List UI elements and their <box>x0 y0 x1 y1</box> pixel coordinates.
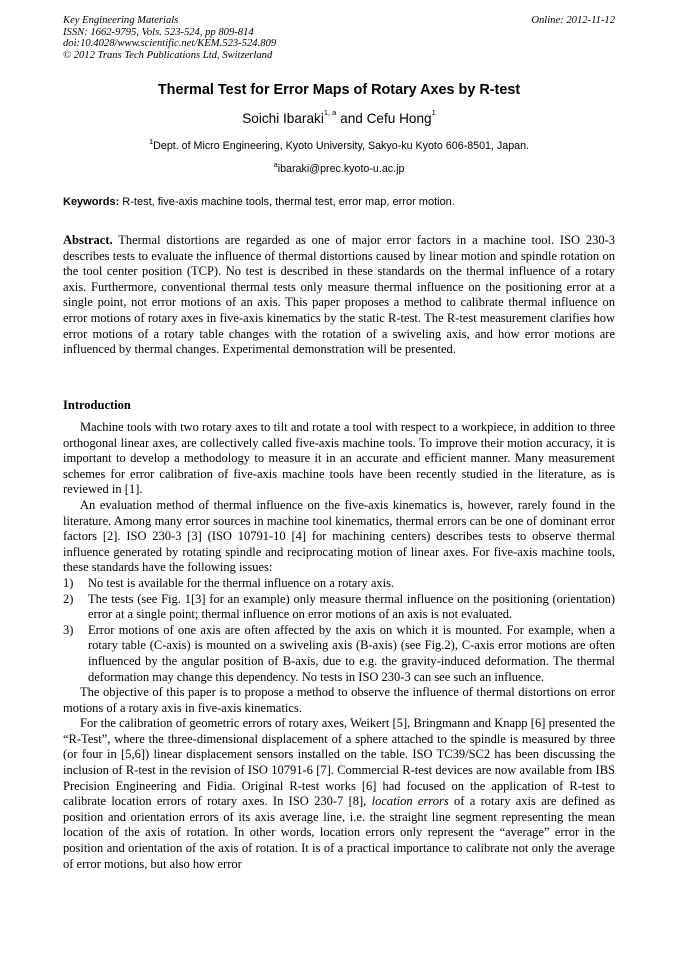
journal-header <box>63 15 615 61</box>
emphasis-text: location errors <box>371 794 449 809</box>
author-superscript: 1 <box>431 108 436 117</box>
list-item <box>63 592 615 623</box>
paragraph: The objective of this paper is to propose a method to observe the influence of thermal distortions on error motions of a rotary axis in five-axis kinematics. <box>63 685 615 715</box>
author-email <box>63 160 615 175</box>
author-line <box>63 108 615 126</box>
issn-line: ISSN: 1662-9795, Vols. 523-524, pp 809-814 <box>63 26 254 38</box>
abstract-text: Thermal distortions are regarded as one of major error factors in a machine tool. ISO 230-3 describes tests to evaluate the influence of thermal distortions caused by linear motion and spindle rotation on the tool center position (TCP). No test is described in these standards on the thermal influence of a rotary axis. Furthermore, conventional thermal tests only measure thermal influence on the positioning error at a single point, not error motions of an axis. This paper proposes a method to calibrate thermal influence on error motions of rotary axes in five-axis kinematics by the static R-test. The R-test measurement clarifies how error motions of a rotary table changes with the rotation of a swiveling axis, and how error motions are influenced by thermal changes. Experimental demonstration will be presented. <box>63 233 615 357</box>
affiliation-superscript: 1 <box>148 137 154 146</box>
list-number: 3) <box>63 622 74 637</box>
doi-line: doi:10.4028/www.scientific.net/KEM.523-524.809 <box>63 38 277 50</box>
author-name: Soichi Ibaraki <box>242 111 324 126</box>
list-item <box>63 576 615 592</box>
abstract <box>63 233 615 358</box>
journal-name: Key Engineering Materials <box>63 15 179 26</box>
paragraph-text: of a rotary axis are defined as position and orientation errors of its axis average line, i.e. the straight line segment representing the mean location of the axis of rotation. In other words, location errors only represent the “average” error in the position and orientation of the axis of rotation. It is of a practical importance to calibrate not only the average of error motions, but also how error <box>63 794 615 871</box>
list-item <box>63 623 615 685</box>
introduction-body <box>63 420 615 872</box>
email-superscript: a <box>273 160 278 169</box>
paragraph <box>63 716 615 872</box>
paragraph: Machine tools with two rotary axes to tilt and rotate a tool with respect to a workpiece, in addition to three orthogonal linear axes, are collectively called five-axis machine tools. To improve their motion accuracy, it is important to develop a methodology to measure it in an accurate and efficient manner. Many measurement schemes for error calibration of five-axis machine tools have been recently studied in the literature, as is reviewed in [1]. <box>63 420 615 497</box>
keywords-label: Keywords: <box>63 196 120 208</box>
paragraph: An evaluation method of thermal influence on the five-axis kinematics is, however, rarely found in the literature. Among many error sources in machine tool kinematics, thermal errors can be one of dominant error factors [2]. ISO 230-3 [3] (ISO 10791-10 [4] for machining centers) describes tests to observe thermal influence generated by rotating spindle and reciprocating motion of linear axes. For five-axis machine tools, these standards have the following issues: <box>63 497 615 575</box>
author-conjunction: and <box>336 111 367 126</box>
author-name: Cefu Hong <box>366 111 432 126</box>
list-text: No test is available for the thermal influence on a rotary axis. <box>88 575 395 590</box>
list-number: 2) <box>63 591 74 606</box>
author-superscript: 1, a <box>323 108 337 117</box>
list-text: Error motions of one axis are often affected by the axis on which it is mounted. For example, when a rotary table (C-axis) is mounted on a swiveling axis (B-axis) (see Fig.2), C-axis error motions are often influenced by the angular position of B-axis, due to e.g. the gravity-induced deformation. The thermal deformation may change this dependency. No tests in ISO 230-3 can see such an influence. <box>88 622 615 684</box>
affiliation <box>63 137 615 152</box>
email-text: ibaraki@prec.kyoto-u.ac.jp <box>277 163 405 175</box>
copyright-line: © 2012 Trans Tech Publications Ltd, Switzerland <box>63 49 273 61</box>
list-number: 1) <box>63 575 74 590</box>
paragraph-text: For the calibration of geometric errors of rotary axes, Weikert [5], Bringmann and Knapp [6] presented the “R-Test”, where the three-dimensional displacement of a sphere attached to the spindle is measured by three (or four in [5,6]) linear displacement sensors installed on the table. ISO TC39/SC2 has been discussing the inclusion of R-test in the revision of ISO 10791-6 [7]. Commercial R-test devices are now available from IBS Precision Engineering and Fidia. Original R-test works [6] had focused on the application of R-test to calibrate location errors of rotary axes. In ISO 230-7 [8], <box>63 716 615 809</box>
paper-title: Thermal Test for Error Maps of Rotary Axes by R-test <box>157 82 521 98</box>
keywords <box>63 196 615 208</box>
keywords-text: R-test, five-axis machine tools, thermal test, error map, error motion. <box>119 196 455 208</box>
online-date: Online: 2012-11-12 <box>531 15 615 26</box>
list-text: The tests (see Fig. 1[3] for an example) only measure thermal influence on the positioning (orientation) error at a single point; thermal influence on error motions of an axis is not evaluated. <box>88 591 615 622</box>
section-heading: Introduction <box>63 398 131 412</box>
affiliation-text: Dept. of Micro Engineering, Kyoto University, Sakyo-ku Kyoto 606-8501, Japan. <box>153 140 529 152</box>
abstract-label: Abstract. <box>63 233 113 247</box>
